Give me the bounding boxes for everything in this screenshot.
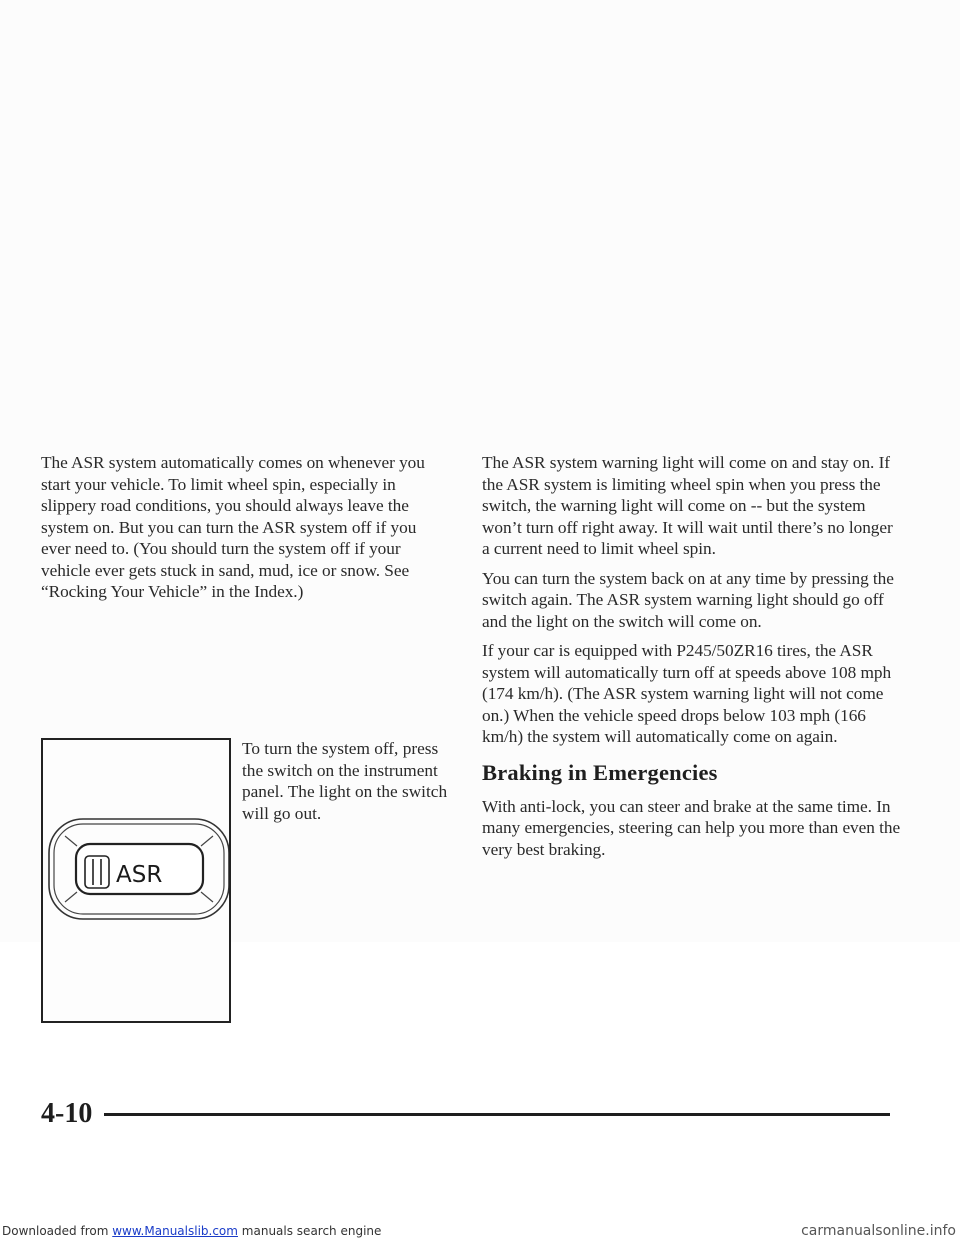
- footer-rule: [104, 1113, 890, 1116]
- tire-speed-paragraph: If your car is equipped with P245/50ZR16 tires, the ASR system will automatically turn off at speeds above 108 mph (174 km/h). (The ASR system warning light will not come on.) When the vehicle speed drops below 103 mph (166 km/h) the system will automatically come on again.: [482, 641, 892, 746]
- turn-back-on-paragraph: You can turn the system back on at any time by pressing the switch again. The ASR system warning light should go off and the light on the switch will come on.: [482, 568, 894, 631]
- braking-paragraph: With anti-lock, you can steer and brake at the same time. In many emergencies, steering can help you more than even the very best braking.: [482, 796, 901, 859]
- watermark-source: [2, 1220, 381, 1242]
- warning-light-paragraph: The ASR system warning light will come on and stay on. If the ASR system is limiting wheel spin when you press the switch, the warning light will come on -- but the system won’t turn off right away. It will wait until there’s no longer a current need to limit wheel spin.: [482, 453, 893, 558]
- section-heading-braking: Braking in Emergencies: [482, 759, 718, 785]
- asr-switch-label: ASR: [116, 862, 163, 888]
- watermark-prefix: Downloaded from: [2, 1224, 109, 1238]
- page-number: 4-10: [41, 1098, 93, 1129]
- right-column: [482, 452, 902, 860]
- asr-figure-row: [41, 738, 451, 1028]
- asr-switch-illustration: [41, 738, 231, 1023]
- asr-intro-paragraph: The ASR system automatically comes on whenever you start your vehicle. To limit wheel spin, especially in slippery road conditions, you should always leave the system on. But you can turn the ASR system off if you ever need to. (You should turn the system off if your vehicle ever gets stuck in sand, mud, ice or snow. See “Rocking Your Vehicle” in the Index.): [41, 453, 425, 601]
- left-column: [41, 452, 449, 603]
- download-watermark: [0, 1220, 960, 1242]
- asr-switch-icon: [43, 740, 229, 1021]
- watermark-suffix: manuals search engine: [241, 1224, 382, 1238]
- watermark-site: carmanualsonline.info: [801, 1223, 956, 1239]
- figure-caption: To turn the system off, press the switch on the instrument panel. The light on the switch will go out.: [242, 739, 448, 823]
- manualslib-link[interactable]: www.Manualslib.com: [112, 1224, 238, 1238]
